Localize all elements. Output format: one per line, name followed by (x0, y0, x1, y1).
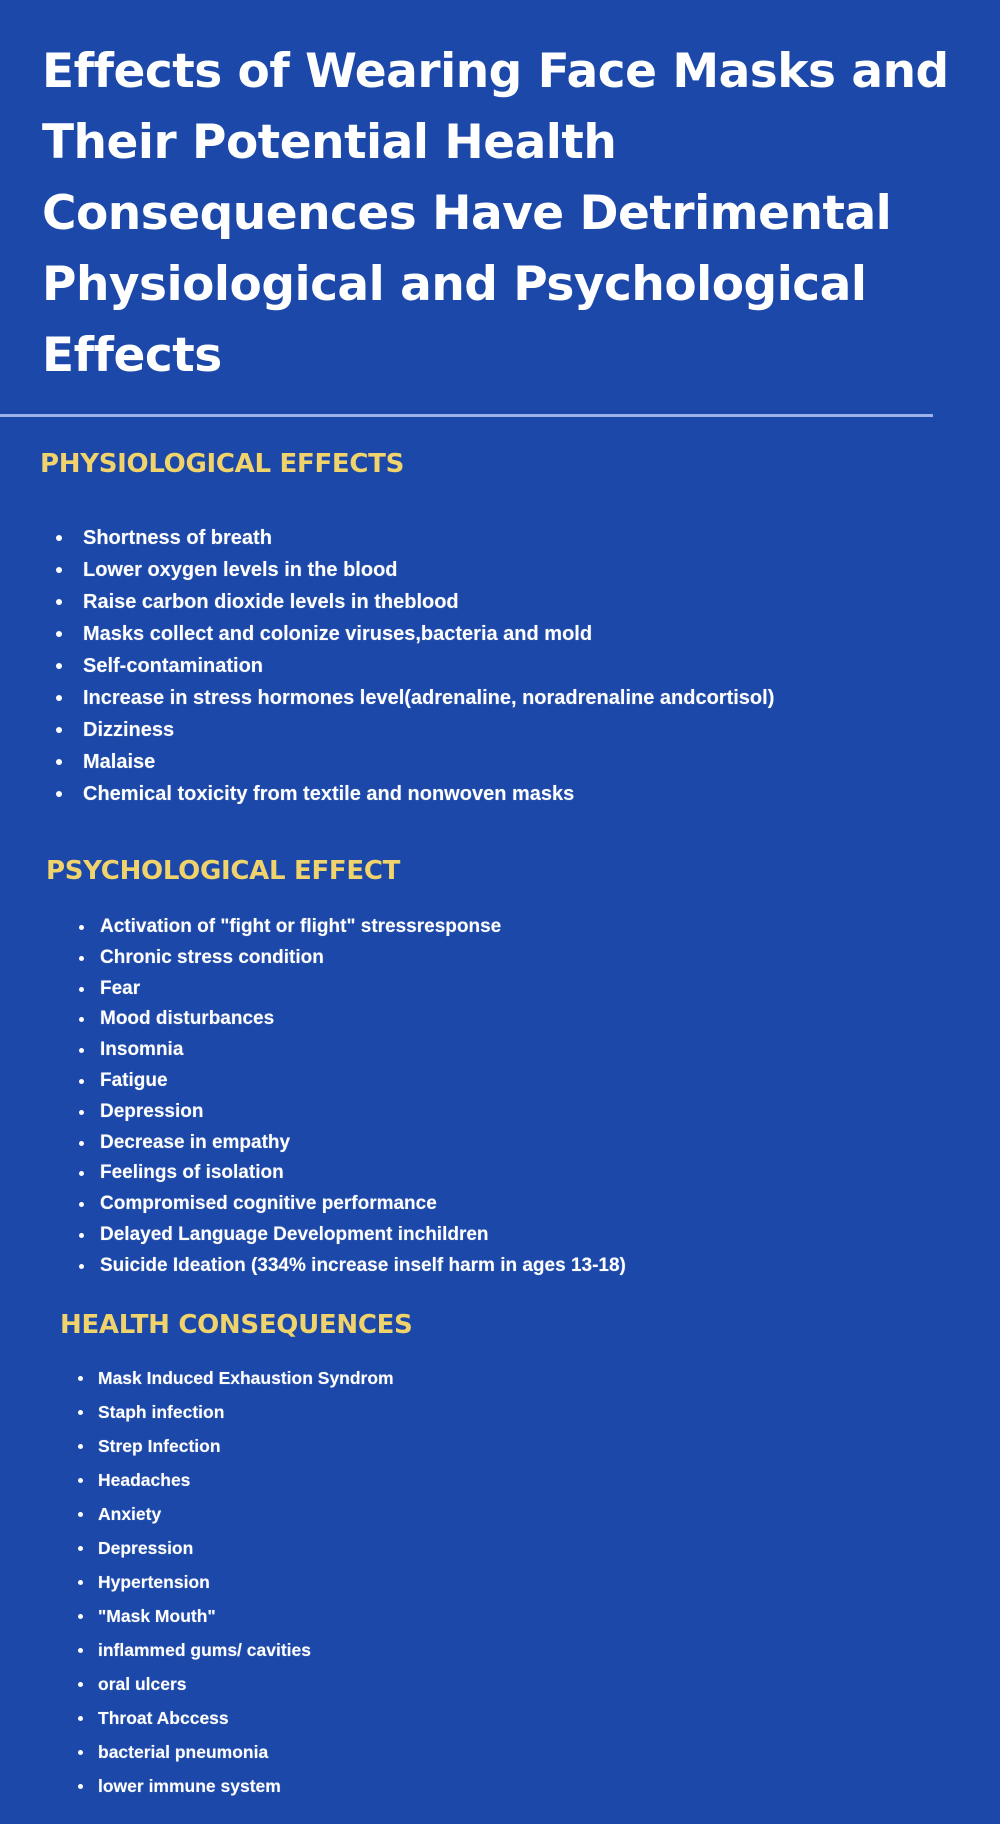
list-item (79, 1220, 626, 1251)
list-item (78, 1497, 394, 1531)
bullet-icon (56, 791, 62, 797)
list-item-text: Suicide Ideation (334% increase inself harm in ages 13-18) (100, 1254, 626, 1276)
bullet-icon (79, 1171, 84, 1176)
list-item (56, 554, 774, 586)
list-item (79, 1066, 626, 1097)
list-item (79, 943, 626, 974)
page-title: Effects of Wearing Face Masks and Their Potential Health Consequences Have Detrimental Physiological and Psychological Effects (42, 44, 949, 383)
bullet-icon (79, 1017, 84, 1022)
bullet-icon (78, 1512, 83, 1517)
list-item (79, 1251, 626, 1282)
bullet-icon (56, 599, 62, 605)
list-item (56, 778, 774, 810)
list-item-text: Feelings of isolation (100, 1162, 284, 1184)
list-item (78, 1429, 394, 1463)
psychological-effects-list (79, 912, 626, 1282)
bullet-icon (78, 1682, 83, 1687)
bullet-icon (56, 535, 62, 541)
list-item-text: Decrease in empathy (100, 1131, 291, 1153)
bullet-icon (79, 925, 84, 930)
list-item (78, 1395, 394, 1429)
list-item-text: Chemical toxicity from textile and nonwoven masks (83, 783, 575, 805)
list-item (79, 1158, 626, 1189)
list-item (56, 714, 774, 746)
list-item-text: Anxiety (98, 1504, 162, 1524)
list-item-text: Strep Infection (98, 1436, 221, 1456)
section-heading-psychological: PSYCHOLOGICAL EFFECT (46, 856, 401, 886)
bullet-icon (79, 1202, 84, 1207)
list-item (79, 1128, 626, 1159)
bullet-icon (79, 1233, 84, 1238)
physiological-effects-list (56, 522, 774, 810)
bullet-icon (56, 567, 62, 573)
list-item-text: Insomnia (100, 1039, 184, 1061)
list-item (78, 1361, 394, 1395)
list-item (78, 1463, 394, 1497)
list-item-text: Masks collect and colonize viruses,bacteria and mold (83, 623, 593, 645)
list-item-text: Malaise (83, 751, 156, 773)
list-item-text: "Mask Mouth" (98, 1606, 216, 1626)
bullet-icon (78, 1410, 83, 1415)
list-item (78, 1735, 394, 1769)
section-heading-physiological: PHYSIOLOGICAL EFFECTS (40, 449, 405, 479)
list-item-text: Shortness of breath (83, 527, 272, 549)
list-item-text: Fatigue (100, 1069, 168, 1091)
list-item-text: Lower oxygen levels in the blood (83, 559, 398, 581)
list-item-text: inflammed gums/ cavities (98, 1640, 311, 1660)
bullet-icon (56, 727, 62, 733)
list-item (78, 1667, 394, 1701)
list-item-text: lower immune system (98, 1776, 281, 1796)
list-item-text: Hypertension (98, 1572, 210, 1592)
list-item-text: Dizziness (83, 719, 175, 741)
list-item-text: Fear (100, 977, 141, 999)
list-item-text: Self-contamination (83, 655, 264, 677)
bullet-icon (79, 956, 84, 961)
list-item-text: Activation of "fight or flight" stressresponse (100, 916, 502, 937)
section-heading-health-consequences: HEALTH CONSEQUENCES (60, 1310, 413, 1340)
list-item-text: Chronic stress condition (100, 946, 324, 968)
list-item-text: oral ulcers (98, 1674, 187, 1694)
bullet-icon (79, 987, 84, 992)
title-divider (0, 414, 933, 417)
bullet-icon (78, 1580, 83, 1585)
list-item (79, 1097, 626, 1128)
list-item (78, 1701, 394, 1735)
bullet-icon (56, 695, 62, 701)
list-item (56, 650, 774, 682)
bullet-icon (78, 1784, 83, 1789)
list-item-text: Staph infection (98, 1402, 225, 1422)
list-item (78, 1565, 394, 1599)
list-item (56, 586, 774, 618)
list-item-text: Increase in stress hormones level(adrenaline, noradrenaline andcortisol) (83, 687, 775, 709)
bullet-icon (56, 631, 62, 637)
list-item (79, 912, 626, 943)
bullet-icon (78, 1376, 83, 1381)
list-item (56, 618, 774, 650)
health-consequences-list (78, 1361, 394, 1803)
list-item (79, 1189, 626, 1220)
list-item (56, 746, 774, 778)
bullet-icon (78, 1614, 83, 1619)
list-item (78, 1531, 394, 1565)
bullet-icon (79, 1264, 84, 1269)
list-item-text: Headaches (98, 1470, 191, 1490)
bullet-icon (56, 663, 62, 669)
list-item-text: Delayed Language Development inchildren (100, 1223, 489, 1245)
list-item (79, 974, 626, 1005)
list-item-text: Mood disturbances (100, 1008, 275, 1030)
bullet-icon (78, 1648, 83, 1653)
bullet-icon (78, 1546, 83, 1551)
list-item (78, 1599, 394, 1633)
bullet-icon (79, 1079, 84, 1084)
bullet-icon (78, 1750, 83, 1755)
list-item-text: Raise carbon dioxide levels in theblood (83, 591, 459, 613)
bullet-icon (56, 759, 62, 765)
list-item (56, 522, 774, 554)
list-item (78, 1769, 394, 1803)
list-item-text: Depression (98, 1538, 194, 1558)
bullet-icon (78, 1444, 83, 1449)
list-item-text: Depression (100, 1100, 204, 1122)
bullet-icon (79, 1048, 84, 1053)
list-item-text: bacterial pneumonia (98, 1742, 269, 1762)
bullet-icon (78, 1478, 83, 1483)
list-item-text: Compromised cognitive performance (100, 1193, 437, 1215)
list-item-text: Throat Abccess (98, 1708, 229, 1728)
list-item (78, 1633, 394, 1667)
bullet-icon (79, 1141, 84, 1146)
list-item (56, 682, 774, 714)
list-item-text: Mask Induced Exhaustion Syndrom (98, 1368, 394, 1388)
bullet-icon (78, 1716, 83, 1721)
bullet-icon (79, 1110, 84, 1115)
list-item (79, 1004, 626, 1035)
list-item (79, 1035, 626, 1066)
